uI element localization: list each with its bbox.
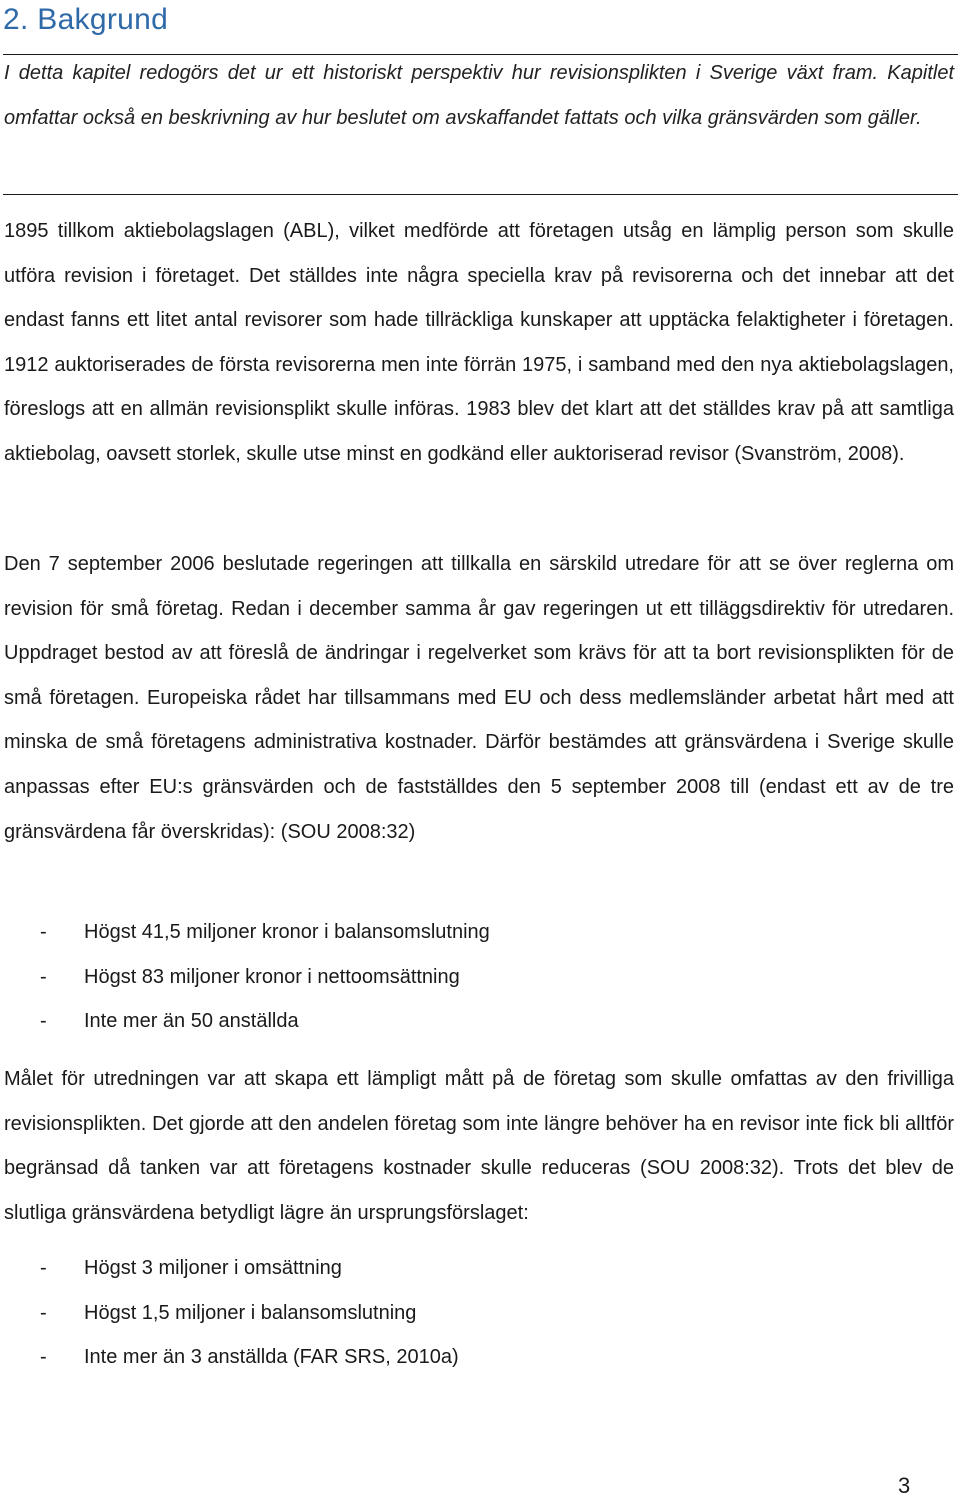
list-dash: - [40,1346,47,1368]
paragraph-history: 1895 tillkom aktiebolagslagen (ABL), vilket medförde att företagen utsåg en lämplig person som skulle utföra revision i företaget. Det ställdes inte några speciella krav på revisorerna och det innebar att det endast fanns ett litet antal revisorer som hade tillräckliga kunskaper att upptäcka felaktigheter i företagen. 1912 auktoriserades de första revisorerna men inte förrän 1975, i samband med den nya aktiebolagslagen, föreslogs att en allmän revisionsplikt skulle införas. 1983 blev det klart att det ställdes krav på att samtliga aktiebolag, oavsett storlek, skulle utse minst en godkänd eller auktoriserad revisor (Svanström, 2008). [4,220,954,465]
list-item-text: Högst 83 miljoner kronor i nettoomsättning [84,965,460,988]
paragraph-investigation: Den 7 september 2006 beslutade regeringen att tillkalla en särskild utredare för att se över reglerna om revision för små företag. Redan i december samma år gav regeringen ut ett tilläggsdirektiv för utredaren. Uppdraget bestod av att föreslå de ändringar i regelverket som krävs för att ta bort revisionsplikten för de små företagen. Europeiska rådet har tillsammans med EU och dess medlemsländer arbetat hårt med att minska de små företagens administrativa kostnader. Därför bestämdes att gränsvärdena i Sverige skulle anpassas efter EU:s gränsvärden och de fastställdes den 5 september 2008 till (endast ett av de tre gränsvärdena får överskridas): (SOU 2008:32) [4,553,954,843]
page-number: 3 [898,1473,911,1498]
list-item-text: Högst 41,5 miljoner kronor i balansomslutning [84,921,490,943]
list-item-text: Högst 3 miljoner i omsättning [84,1257,342,1279]
list-item [0,910,950,955]
list-item-text: Högst 1,5 miljoner i balansomslutning [84,1301,417,1324]
threshold-list-final [0,1246,950,1380]
intro-bottom-rule [3,194,958,195]
list-item [0,1291,950,1336]
section-heading: 2. Bakgrund [3,3,169,36]
list-dash: - [40,1010,47,1032]
threshold-list-original [0,910,950,1044]
list-item [0,955,950,1000]
intro-text: I detta kapitel redogörs det ur ett historiskt perspektiv hur revisionsplikten i Sverige växt fram. Kapitlet omfattar också en beskrivning av hur beslutet om avskaffandet fattats och vilka gränsvärden som gäller. [4,62,954,129]
paragraph-goal: Målet för utredningen var att skapa ett lämpligt mått på de företag som skulle omfattas av den frivilliga revisionsplikten. Det gjorde att den andelen företag som inte längre behöver ha en revisor inte fick bli alltför begränsad då tanken var att företagens kostnader skulle reduceras (SOU 2008:32). Trots det blev de slutliga gränsvärdena betydligt lägre än ursprungsförslaget: [4,1068,954,1224]
list-item [0,1335,950,1380]
list-dash: - [40,965,47,988]
list-item-text: Inte mer än 50 anställda [84,1010,299,1032]
list-dash: - [40,1301,47,1324]
list-dash: - [40,1257,47,1279]
list-dash: - [40,921,47,943]
list-item [0,1246,950,1291]
list-item [0,999,950,1044]
list-item-text: Inte mer än 3 anställda (FAR SRS, 2010a) [84,1346,459,1368]
